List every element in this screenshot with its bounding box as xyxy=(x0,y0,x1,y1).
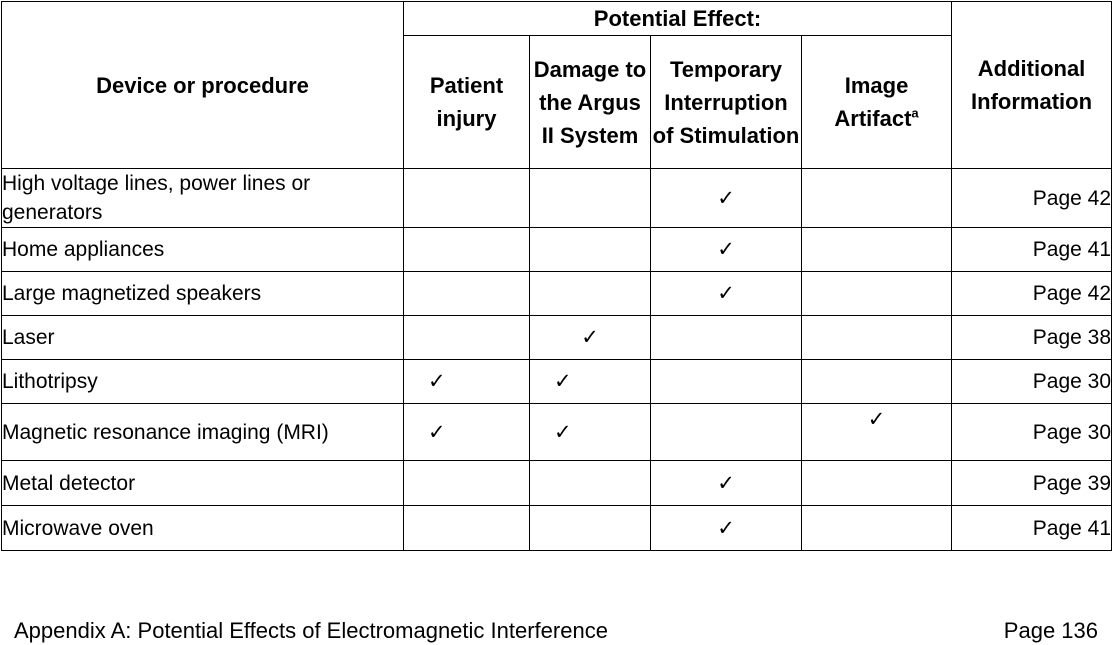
patient-injury-cell xyxy=(404,316,530,360)
image-artifact-cell xyxy=(802,272,952,316)
interruption-cell xyxy=(651,404,802,461)
info-cell: Page 42 xyxy=(952,272,1112,316)
emi-effects-table xyxy=(1,1,1112,551)
table-row xyxy=(2,404,1112,461)
image-artifact-label: Image Artifact xyxy=(834,73,912,131)
footer-page-number: Page 136 xyxy=(1003,618,1098,643)
patient-injury-cell xyxy=(404,228,530,272)
table-row xyxy=(2,360,1112,404)
info-cell: Page 38 xyxy=(952,316,1112,360)
image-artifact-cell xyxy=(802,316,952,360)
patient-injury-cell xyxy=(404,272,530,316)
image-artifact-cell xyxy=(802,169,952,228)
image-artifact-header xyxy=(802,36,952,169)
image-artifact-footnote: a xyxy=(911,105,919,121)
info-cell: Page 39 xyxy=(952,461,1112,506)
damage-check-icon: ✓ xyxy=(530,360,651,404)
device-cell: Home appliances xyxy=(2,228,404,272)
patient-injury-cell xyxy=(404,461,530,506)
device-column-header: Device or procedure xyxy=(2,2,404,169)
info-cell: Page 30 xyxy=(952,404,1112,461)
interruption-check-icon: ✓ xyxy=(651,506,802,551)
image-artifact-cell xyxy=(802,461,952,506)
device-cell: High voltage lines, power lines or generators xyxy=(2,169,404,228)
info-cell: Page 30 xyxy=(952,360,1112,404)
interruption-cell xyxy=(651,360,802,404)
interruption-check-icon: ✓ xyxy=(651,228,802,272)
patient-injury-check-icon: ✓ xyxy=(404,404,530,461)
patient-injury-header: Patient injury xyxy=(404,36,530,169)
patient-injury-cell xyxy=(404,506,530,551)
device-cell: Laser xyxy=(2,316,404,360)
device-cell: Metal detector xyxy=(2,461,404,506)
interruption-cell xyxy=(651,316,802,360)
potential-effect-header: Potential Effect: xyxy=(404,2,952,36)
damage-check-icon: ✓ xyxy=(530,404,651,461)
image-artifact-check-icon: ✓ xyxy=(802,404,952,461)
table-row xyxy=(2,169,1112,228)
device-cell: Large magnetized speakers xyxy=(2,272,404,316)
interruption-check-icon: ✓ xyxy=(651,461,802,506)
patient-injury-cell xyxy=(404,169,530,228)
table-row xyxy=(2,461,1112,506)
device-cell: Microwave oven xyxy=(2,506,404,551)
table-row xyxy=(2,506,1112,551)
damage-cell xyxy=(530,169,651,228)
damage-cell xyxy=(530,228,651,272)
image-artifact-cell xyxy=(802,228,952,272)
patient-injury-check-icon: ✓ xyxy=(404,360,530,404)
interruption-check-icon: ✓ xyxy=(651,169,802,228)
additional-information-header: Additional Information xyxy=(952,2,1112,169)
info-cell: Page 41 xyxy=(952,228,1112,272)
damage-cell xyxy=(530,272,651,316)
interruption-header: Temporary Interruption of Stimulation xyxy=(651,36,802,169)
info-cell: Page 42 xyxy=(952,169,1112,228)
image-artifact-cell xyxy=(802,506,952,551)
interruption-check-icon: ✓ xyxy=(651,272,802,316)
device-cell: Magnetic resonance imaging (MRI) xyxy=(2,404,404,461)
damage-cell xyxy=(530,461,651,506)
damage-header: Damage to the Argus II System xyxy=(530,36,651,169)
table-row xyxy=(2,316,1112,360)
footer-title: Appendix A: Potential Effects of Electromagnetic Interference xyxy=(14,618,608,643)
table-row xyxy=(2,272,1112,316)
image-artifact-cell xyxy=(802,360,952,404)
device-cell: Lithotripsy xyxy=(2,360,404,404)
damage-cell xyxy=(530,506,651,551)
damage-check-icon: ✓ xyxy=(530,316,651,360)
table-row xyxy=(2,228,1112,272)
info-cell: Page 41 xyxy=(952,506,1112,551)
